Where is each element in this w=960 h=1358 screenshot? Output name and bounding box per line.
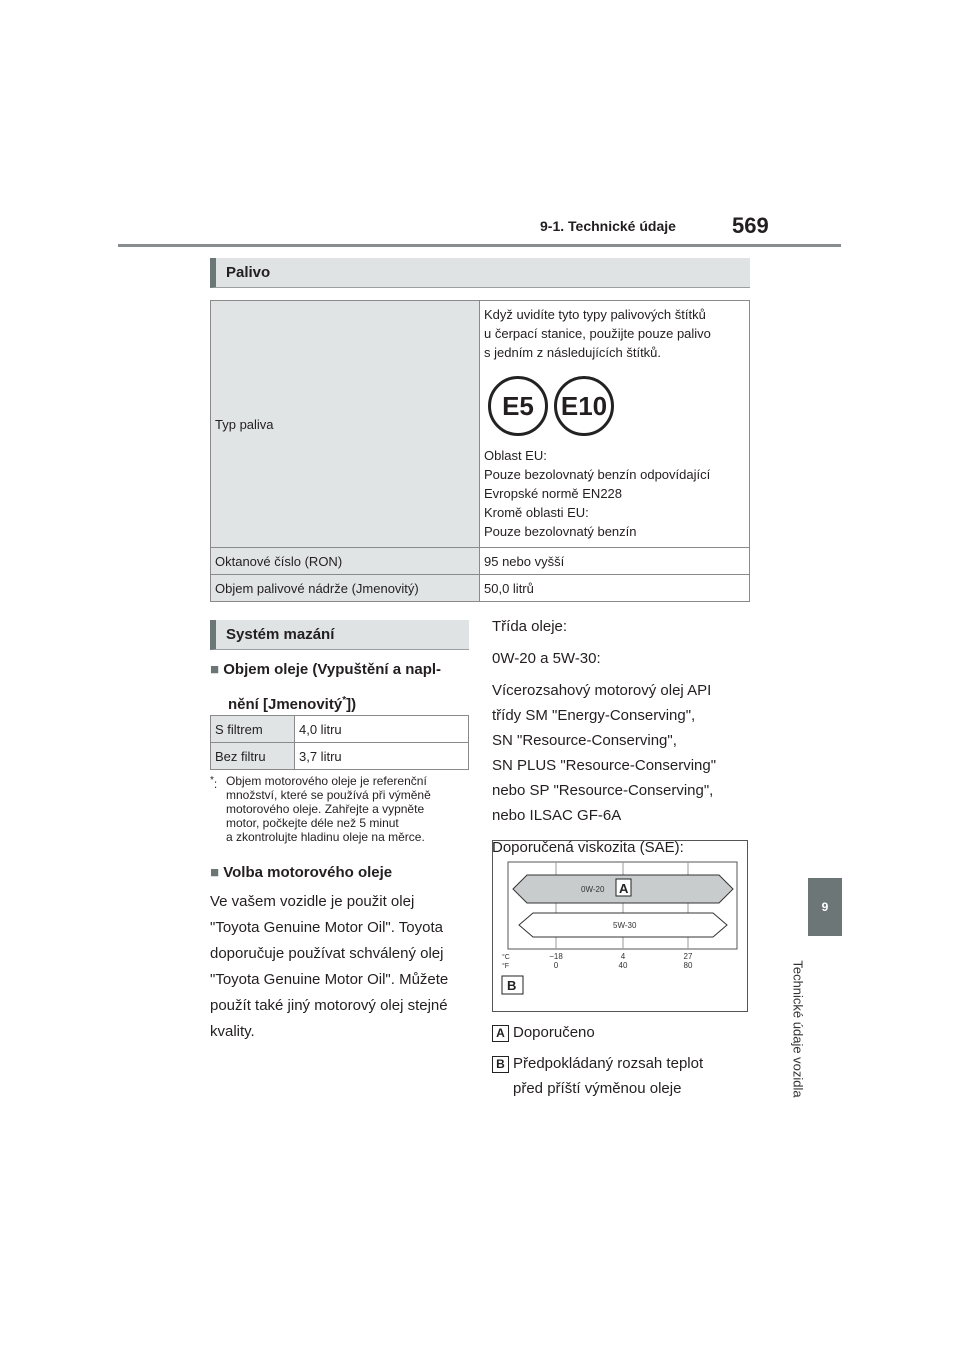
section-title: 9-1. Technické údaje [540,218,676,234]
oil-row-label: Bez filtru [211,743,295,770]
fuel-intro-line: Když uvidíte tyto typy palivových štítků [484,307,706,322]
oil-spec-line: SN "Resource-Conserving", [492,732,677,749]
oil-selection-heading-text: Volba motorového oleje [223,864,393,881]
oil-capacity-heading-line: nění [Jmenovitý [228,696,343,713]
viscosity-chart [492,840,748,1012]
oil-spec-line: třídy SM "Energy-Conserving", [492,707,696,724]
oil-grade-block [492,614,752,860]
fuel-badge-e10: E10 [554,376,614,436]
square-bullet-icon: ■ [210,864,220,881]
fuel-label-badges [488,376,745,436]
axis-unit-f: °F [502,963,510,970]
tick-label-c: 4 [620,952,626,961]
legend-item-a [492,1020,752,1045]
lubrication-section-heading [210,620,469,650]
legend-key-b: B [492,1056,509,1073]
oil-row-value: 3,7 litru [295,743,469,770]
oil-grade-title: Třída oleje: [492,618,568,635]
marker-a-label: A [619,881,629,896]
oil-row-value: 4,0 litru [295,716,469,743]
legend-item-b [492,1051,752,1101]
oil-spec-line: nebo ILSAC GF-6A [492,807,622,824]
paragraph-line: doporučuje používat schválený olej [210,945,444,962]
fuel-region-line: Kromě oblasti EU: [484,505,589,520]
octane-label: Oktanové číslo (RON) [211,548,480,575]
table-row [211,548,750,575]
chapter-label [788,946,808,1112]
tick-label-c: 27 [683,952,693,961]
footnote-marker: * [342,695,347,706]
chart-legend [492,1020,752,1101]
paragraph-line: "Toyota Genuine Motor Oil". Toyota [210,919,443,936]
table-row [211,575,750,602]
tick-label-c: −18 [549,952,563,961]
header-rule [118,244,841,247]
table-row [211,716,469,743]
fuel-region-line: Oblast EU: [484,448,547,463]
octane-value: 95 nebo vyšší [480,548,750,575]
fuel-region-line: Pouze bezolovnatý benzín [484,524,637,539]
fuel-badge-e5: E5 [488,376,548,436]
tick-label-f: 40 [618,961,628,970]
footnote-line: motorového oleje. Zahřejte a vypněte [226,802,425,816]
oil-capacity-footnote [210,774,472,844]
oil-capacity-heading-line: Objem oleje (Vypuštění a napl- [223,661,442,678]
oil-selection-heading [210,864,392,881]
series-label-5w30: 5W-30 [613,921,637,930]
oil-capacity-heading-end: ]) [346,696,357,713]
fuel-region-line: Pouze bezolovnatý benzín odpovídající [484,467,711,482]
footnote-line: motor, počkejte déle než 5 minut [226,816,399,830]
viscosity-chart-svg [493,841,747,1011]
oil-capacity-heading [210,657,470,717]
series-label-0w20: 0W-20 [581,885,605,894]
marker-b-label: B [507,978,517,993]
tank-value: 50,0 litrů [480,575,750,602]
oil-spec-line: SN PLUS "Resource-Conserving" [492,757,717,774]
table-row [211,743,469,770]
axis-unit-c: °C [502,954,510,961]
paragraph-line: "Toyota Genuine Motor Oil". Můžete [210,971,449,988]
fuel-region-line: Evropské normě EN228 [484,486,623,501]
oil-spec-line: nebo SP "Resource-Conserving", [492,782,714,799]
oil-grade-values: 0W-20 a 5W-30: [492,650,601,667]
fuel-table [210,300,750,602]
square-bullet-icon: ■ [210,661,220,678]
table-row [211,301,750,548]
oil-selection-paragraph [210,889,472,1045]
tick-label-f: 80 [683,961,693,970]
paragraph-line: použít také jiný motorový olej stejné [210,997,448,1014]
tank-label: Objem palivové nádrže (Jmenovitý) [211,575,480,602]
viscosity-title: Doporučená viskozita (SAE): [492,839,684,856]
fuel-type-label: Typ paliva [211,301,480,548]
page-number: 569 [732,213,769,238]
chapter-tab[interactable]: 9 [808,878,842,936]
legend-text-b: Předpokládaný rozsah teplot [513,1055,704,1072]
oil-row-label: S filtrem [211,716,295,743]
fuel-intro-line: u čerpací stanice, použijte pouze palivo [484,326,711,341]
footnote-line: Objem motorového oleje je referenční [226,774,427,788]
chapter-label-text: Technické údaje vozidla [790,960,806,1098]
paragraph-line: kvality. [210,1023,255,1040]
legend-text-a: Doporučeno [513,1024,595,1041]
lubrication-section-title: Systém mazání [226,626,335,643]
legend-key-a: A [492,1025,509,1042]
fuel-section-title: Palivo [226,264,271,281]
oil-spec-line: Vícerozsahový motorový olej API [492,682,712,699]
footnote-star: * [210,775,214,786]
oil-spec [492,678,752,828]
footnote-line: množství, které se používá při výměně [226,788,431,802]
footnote-colon: : [213,777,218,791]
legend-text-b-line2: před příští výměnou oleje [513,1080,682,1097]
paragraph-line: Ve vašem vozidle je použit olej [210,893,415,910]
oil-capacity-table [210,715,469,770]
tick-label-f: 0 [553,961,559,970]
fuel-intro-line: s jedním z následujících štítků. [484,345,662,360]
footnote-line: a zkontrolujte hladinu oleje na měrce. [226,830,425,844]
fuel-section-heading [210,258,750,288]
fuel-type-value [480,301,750,548]
